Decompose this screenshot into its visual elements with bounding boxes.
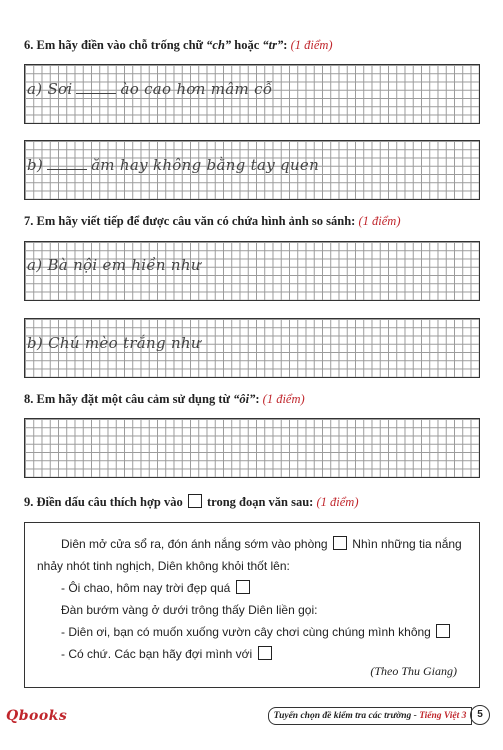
checkbox-icon: [188, 494, 202, 508]
handwriting-6b-start: b): [27, 156, 44, 174]
question-6-text: 6. Em hãy điền vào chỗ trống chữ: [24, 38, 207, 52]
word-oi: “ôi”: [233, 392, 256, 406]
handwriting-6a-start: a) Sơi: [27, 80, 73, 98]
fill-blank-6b[interactable]: [47, 168, 87, 170]
question-9: [24, 494, 358, 510]
question-9-points: (1 điểm): [316, 495, 359, 509]
punctuation-box-1[interactable]: [333, 536, 347, 550]
colon: :: [283, 38, 291, 52]
handwriting-7b: b) Chú mèo trắng như: [27, 334, 201, 352]
passage-line-2: [61, 577, 252, 599]
option-ch: “ch”: [206, 38, 232, 52]
question-6: [24, 38, 333, 53]
passage-p1-start: Diên mở cửa sổ ra, đón ánh nắng sớm vào phòng: [61, 537, 331, 551]
passage-line-3: Đàn bướm vàng ở dưới trông thấy Diên liền gọi:: [61, 603, 318, 617]
question-7: [24, 214, 400, 229]
question-8: [24, 392, 305, 407]
passage-line-5-text: - Có chứ. Các bạn hãy đợi mình với: [61, 647, 256, 661]
question-9-text: 9. Điền dấu câu thích hợp vào: [24, 495, 186, 509]
passage-line-4-text: - Diên ơi, bạn có muốn xuống vườn cây chơi cùng chúng mình không: [61, 625, 435, 639]
writing-grid-8[interactable]: [24, 418, 480, 478]
page-footer: [0, 698, 503, 750]
handwriting-6a: [27, 80, 272, 98]
handwriting-6a-end: ào cao hơn mâm cỗ: [120, 80, 273, 98]
colon: :: [255, 392, 263, 406]
passage-source: (Theo Thu Giang): [370, 664, 457, 678]
passage-line-4: [61, 621, 452, 643]
footer-title-bar: [268, 707, 472, 725]
question-7-points: (1 điểm): [358, 214, 401, 228]
page-number: 5: [470, 705, 490, 725]
question-8-points: (1 điểm): [262, 392, 305, 406]
conjunction: hoặc: [231, 38, 263, 52]
question-7-text: 7. Em hãy viết tiếp để được câu văn có chứa hình ảnh so sánh:: [24, 214, 359, 228]
option-tr: “tr”: [262, 38, 284, 52]
handwriting-7a: a) Bà nội em hiền như: [27, 256, 201, 274]
question-6-points: (1 điểm): [290, 38, 333, 52]
footer-subject: Tiếng Việt 3: [419, 711, 467, 721]
question-9-text-end: trong đoạn văn sau:: [203, 495, 317, 509]
handwriting-6b-end: ăm hay không bằng tay quen: [91, 156, 320, 174]
passage-paragraph-1: [37, 533, 477, 577]
passage-line-5: [61, 643, 274, 665]
passage-line-2-text: - Ôi chao, hôm nay trời đẹp quá: [61, 581, 234, 595]
handwriting-6b: [27, 156, 319, 174]
publisher-logo: Qbooks: [6, 708, 68, 724]
punctuation-box-4[interactable]: [258, 646, 272, 660]
passage-p1-end: Nhìn những tia nắng nhảy nhót tinh nghịch, Diên không khỏi thốt lên:: [37, 537, 462, 573]
punctuation-box-2[interactable]: [236, 580, 250, 594]
punctuation-box-3[interactable]: [436, 624, 450, 638]
question-8-text: 8. Em hãy đặt một câu cảm sử dụng từ: [24, 392, 234, 406]
footer-title: Tuyển chọn đề kiểm tra các trường -: [273, 711, 420, 721]
fill-blank-6a[interactable]: [76, 92, 116, 94]
passage-box: [24, 522, 480, 688]
